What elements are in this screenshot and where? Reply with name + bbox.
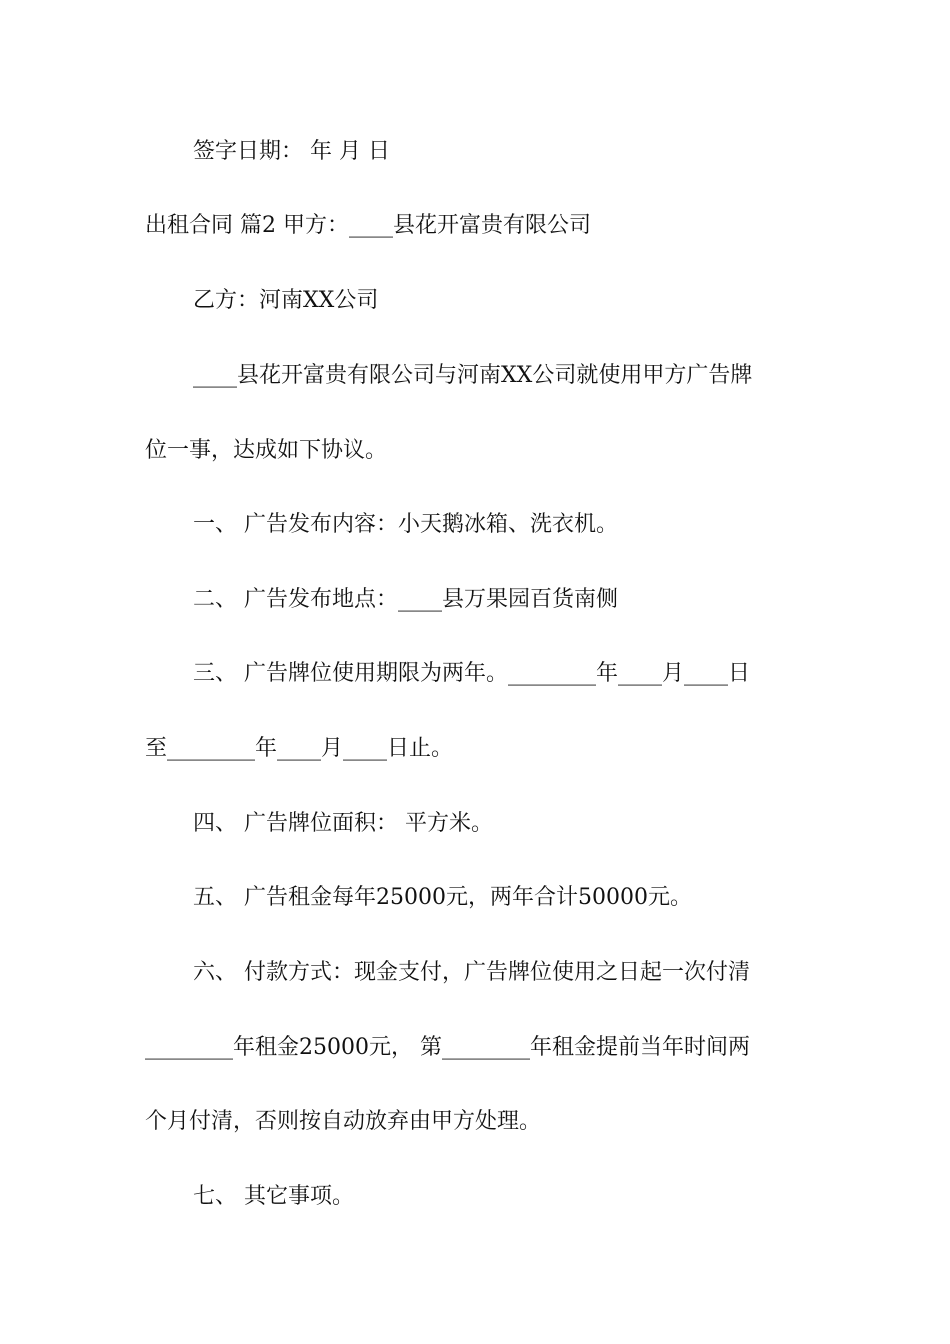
signature-date-line: 签字日期： 年 月 日 [193, 139, 390, 164]
clause-4-area: 四、 广告牌位面积： 平方米。 [193, 811, 493, 836]
contract-title-party-a: 出租合同 篇2 甲方：____县花开富贵有限公司 [145, 213, 591, 238]
clause-6-payment-line-2: ________年租金25000元， 第________年租金提前当年时间两 [145, 1035, 750, 1060]
clause-2-location: 二、 广告发布地点：____县万果园百货南侧 [193, 587, 618, 612]
party-b-line: 乙方：河南XX公司 [193, 288, 379, 313]
agreement-intro-line-1: ____县花开富贵有限公司与河南XX公司就使用甲方广告牌 [193, 363, 753, 388]
clause-3-term-line-1: 三、 广告牌位使用期限为两年。________年____月____日 [193, 661, 750, 686]
agreement-intro-line-2: 位一事，达成如下协议。 [145, 438, 388, 463]
clause-5-rent: 五、 广告租金每年25000元，两年合计50000元。 [193, 885, 692, 910]
clause-7-other: 七、 其它事项。 [193, 1184, 354, 1209]
clause-1-content: 一、 广告发布内容：小天鹅冰箱、洗衣机。 [193, 512, 618, 537]
clause-3-term-line-2: 至________年____月____日止。 [145, 736, 454, 761]
clause-6-payment-line-1: 六、 付款方式：现金支付，广告牌位使用之日起一次付清 [193, 960, 750, 985]
clause-6-payment-line-3: 个月付清，否则按自动放弃由甲方处理。 [145, 1109, 542, 1134]
